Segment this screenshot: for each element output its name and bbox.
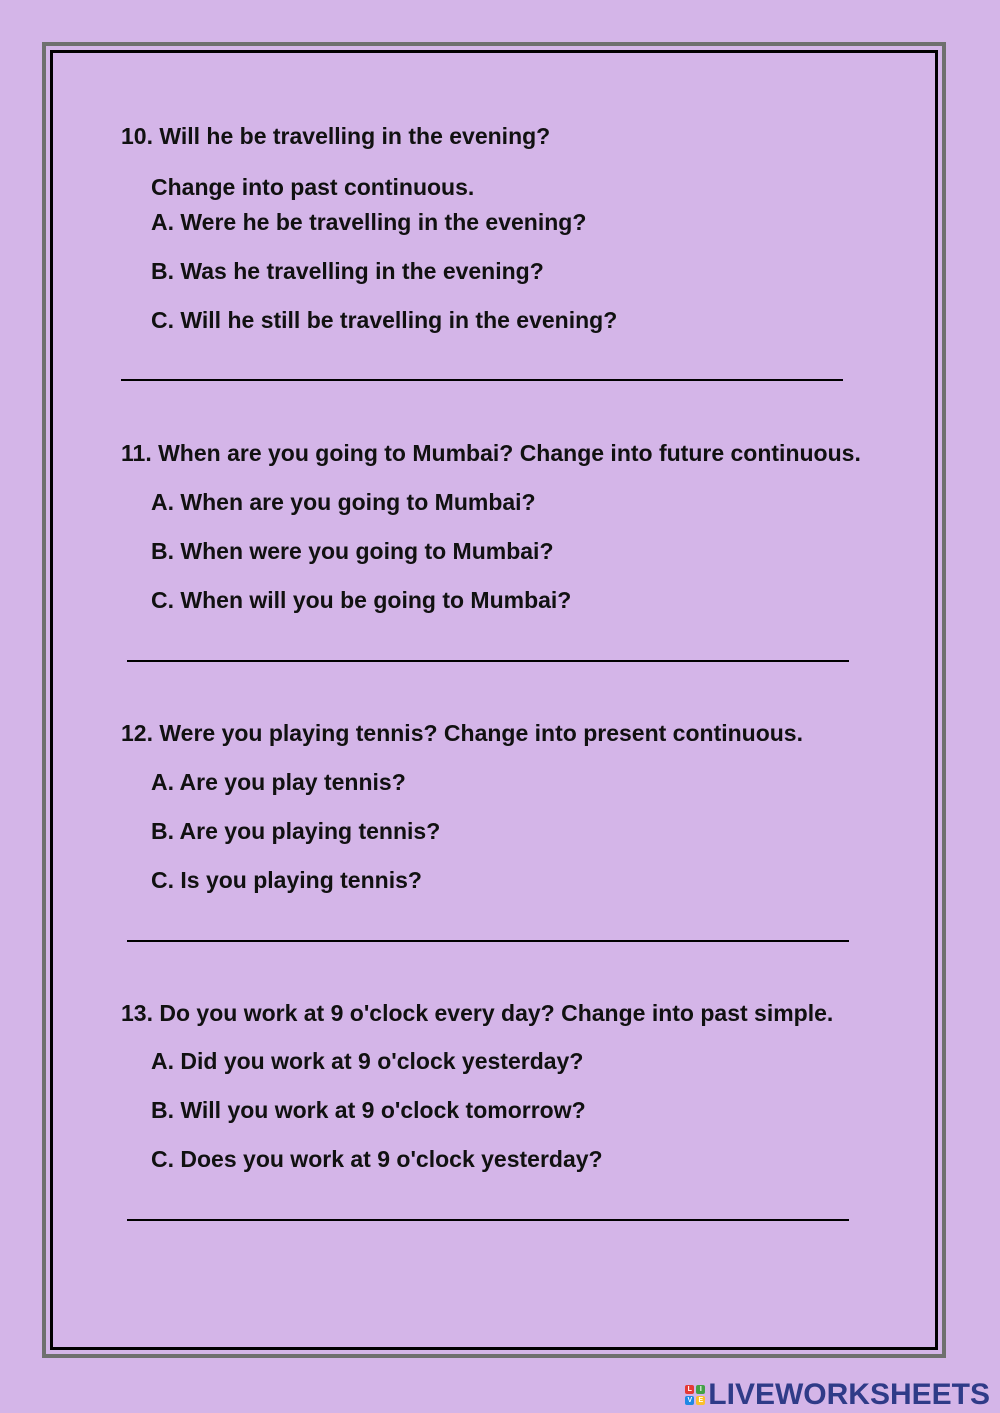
logo-letter: L bbox=[685, 1385, 694, 1394]
question-11-prompt: 11. When are you going to Mumbai? Change into future continuous. bbox=[121, 440, 861, 466]
question-10-option-c[interactable]: C. Will he still be travelling in the evening? bbox=[151, 307, 618, 333]
question-13-prompt: 13. Do you work at 9 o'clock every day? Change into past simple. bbox=[121, 1000, 834, 1026]
question-10-prompt: 10. Will he be travelling in the evening? bbox=[121, 123, 551, 149]
question-10-instruction: Change into past continuous. bbox=[151, 174, 475, 200]
brand-name: LIVEWORKSHEETS bbox=[708, 1378, 990, 1411]
question-10-option-b[interactable]: B. Was he travelling in the evening? bbox=[151, 258, 544, 284]
liveworksheets-brand bbox=[685, 1378, 990, 1412]
question-12-option-c[interactable]: C. Is you playing tennis? bbox=[151, 867, 422, 893]
question-11-answer-line[interactable] bbox=[127, 660, 849, 662]
liveworksheets-logo-icon bbox=[685, 1385, 705, 1405]
logo-letter: V bbox=[685, 1396, 694, 1405]
question-12-answer-line[interactable] bbox=[127, 940, 849, 942]
question-13-option-b[interactable]: B. Will you work at 9 o'clock tomorrow? bbox=[151, 1097, 586, 1123]
question-11-option-c[interactable]: C. When will you be going to Mumbai? bbox=[151, 587, 572, 613]
question-11-option-a[interactable]: A. When are you going to Mumbai? bbox=[151, 489, 536, 515]
logo-letter: E bbox=[696, 1396, 705, 1405]
question-13-option-c[interactable]: C. Does you work at 9 o'clock yesterday? bbox=[151, 1146, 603, 1172]
question-12-option-b[interactable]: B. Are you playing tennis? bbox=[151, 818, 441, 844]
question-13-option-a[interactable]: A. Did you work at 9 o'clock yesterday? bbox=[151, 1048, 584, 1074]
question-10-answer-line[interactable] bbox=[121, 379, 843, 381]
question-12-option-a[interactable]: A. Are you play tennis? bbox=[151, 769, 406, 795]
question-12-prompt: 12. Were you playing tennis? Change into present continuous. bbox=[121, 720, 803, 746]
logo-letter: I bbox=[696, 1385, 705, 1394]
question-10-option-a[interactable]: A. Were he be travelling in the evening? bbox=[151, 209, 587, 235]
question-13-answer-line[interactable] bbox=[127, 1219, 849, 1221]
question-11-option-b[interactable]: B. When were you going to Mumbai? bbox=[151, 538, 554, 564]
